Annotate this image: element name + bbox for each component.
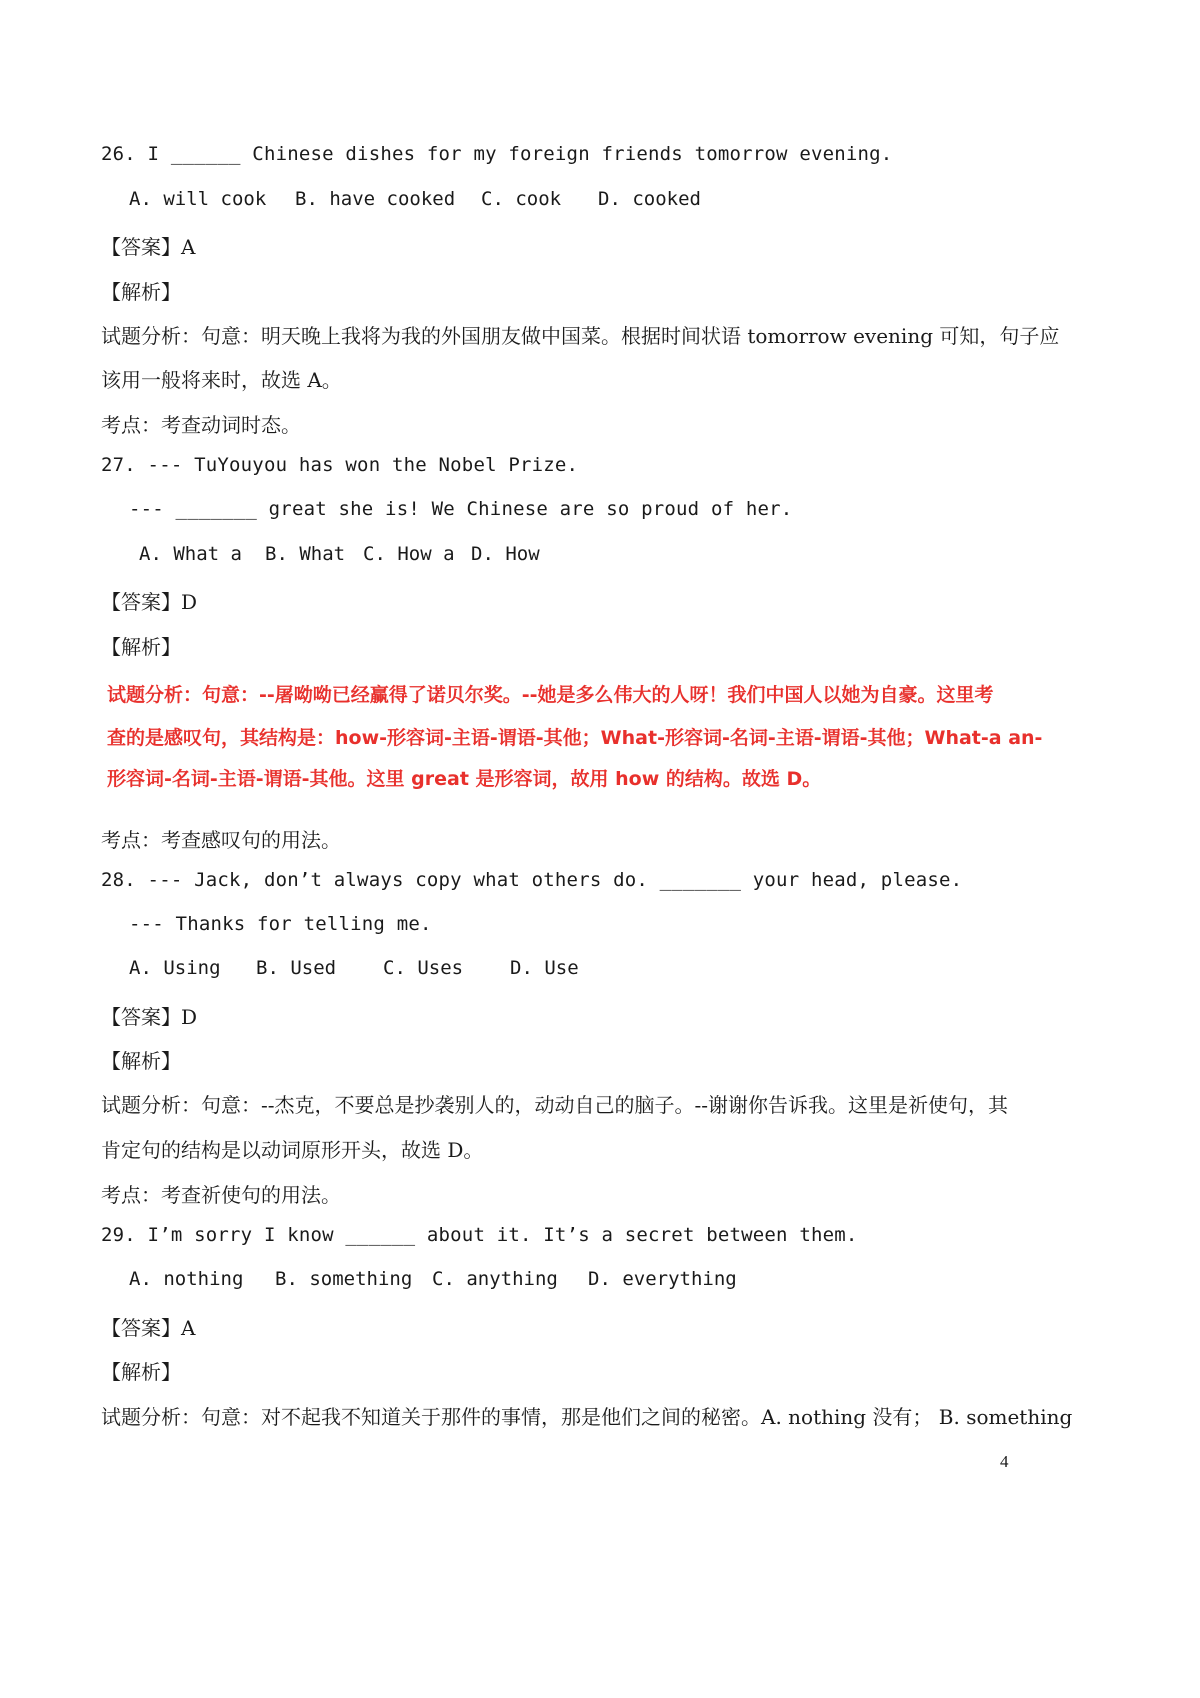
option-d: D. How	[471, 543, 540, 565]
analysis-26-line-2: 该用一般将来时，故选 A。	[101, 368, 342, 392]
analysis-26-line-1: 试题分析：句意：明天晚上我将为我的外国朋友做中国菜。根据时间状语 tomorrow evening 可知，句子应	[101, 324, 1060, 348]
analysis-label-26: 【解析】	[101, 280, 181, 304]
page-number: 4	[1000, 1452, 1009, 1471]
analysis-label-28: 【解析】	[101, 1049, 181, 1073]
option-c: C. How a	[363, 543, 455, 565]
point-26: 考点：考查动词时态。	[101, 413, 301, 437]
point-28: 考点：考查祈使句的用法。	[101, 1183, 341, 1207]
option-b: B. have cooked	[295, 188, 456, 210]
analysis-label-27: 【解析】	[101, 635, 181, 659]
analysis-label-29: 【解析】	[101, 1360, 181, 1384]
option-d: D. everything	[588, 1268, 737, 1290]
answer-28: 【答案】D	[101, 1005, 198, 1029]
option-a: A. Using	[129, 957, 221, 979]
option-c: C. anything	[432, 1268, 558, 1290]
option-a: A. nothing	[129, 1268, 244, 1290]
option-d: D. Use	[510, 957, 579, 979]
option-c: C. Uses	[383, 957, 464, 979]
analysis-27-line-3: 形容词-名词-主语-谓语-其他。这里 great 是形容词，故用 how 的结构。故选 D。	[107, 768, 822, 790]
analysis-29-line-1: 试题分析：句意：对不起我不知道关于那件的事情，那是他们之间的秘密。A. nothing 没有； B. something	[101, 1405, 1073, 1429]
answer-29: 【答案】A	[101, 1316, 196, 1340]
question-28-reply: --- Thanks for telling me.	[129, 913, 432, 935]
option-a: A. will cook	[129, 188, 267, 210]
question-26-stem: 26. I ______ Chinese dishes for my foreign friends tomorrow evening.	[101, 143, 893, 165]
answer-26: 【答案】A	[101, 235, 196, 259]
option-b: B. something	[275, 1268, 413, 1290]
question-27-stem: 27. --- TuYouyou has won the Nobel Prize.	[101, 454, 579, 476]
analysis-27-line-1: 试题分析：句意：--屠呦呦已经赢得了诺贝尔奖。--她是多么伟大的人呀！我们中国人以她为自豪。这里考	[107, 684, 994, 706]
answer-27: 【答案】D	[101, 590, 198, 614]
question-27-reply: --- _______ great she is! We Chinese are so proud of her.	[129, 498, 793, 520]
option-a: A. What a	[139, 543, 242, 565]
analysis-28-line-1: 试题分析：句意：--杰克，不要总是抄袭别人的，动动自己的脑子。--谢谢你告诉我。这里是祈使句，其	[101, 1093, 1009, 1117]
analysis-27-line-2: 查的是感叹句，其结构是：how-形容词-主语-谓语-其他；What-形容词-名词-主语-谓语-其他；What-a an-	[107, 727, 1043, 749]
question-28-stem: 28. --- Jack, don’t always copy what others do. _______ your head, please.	[101, 869, 963, 891]
question-29-stem: 29. I’m sorry I know ______ about it. It’s a secret between them.	[101, 1224, 858, 1246]
option-b: B. What	[265, 543, 346, 565]
point-27: 考点：考查感叹句的用法。	[101, 828, 341, 852]
option-b: B. Used	[256, 957, 337, 979]
option-c: C. cook	[481, 188, 562, 210]
option-d: D. cooked	[598, 188, 701, 210]
analysis-28-line-2: 肯定句的结构是以动词原形开头，故选 D。	[101, 1138, 484, 1162]
